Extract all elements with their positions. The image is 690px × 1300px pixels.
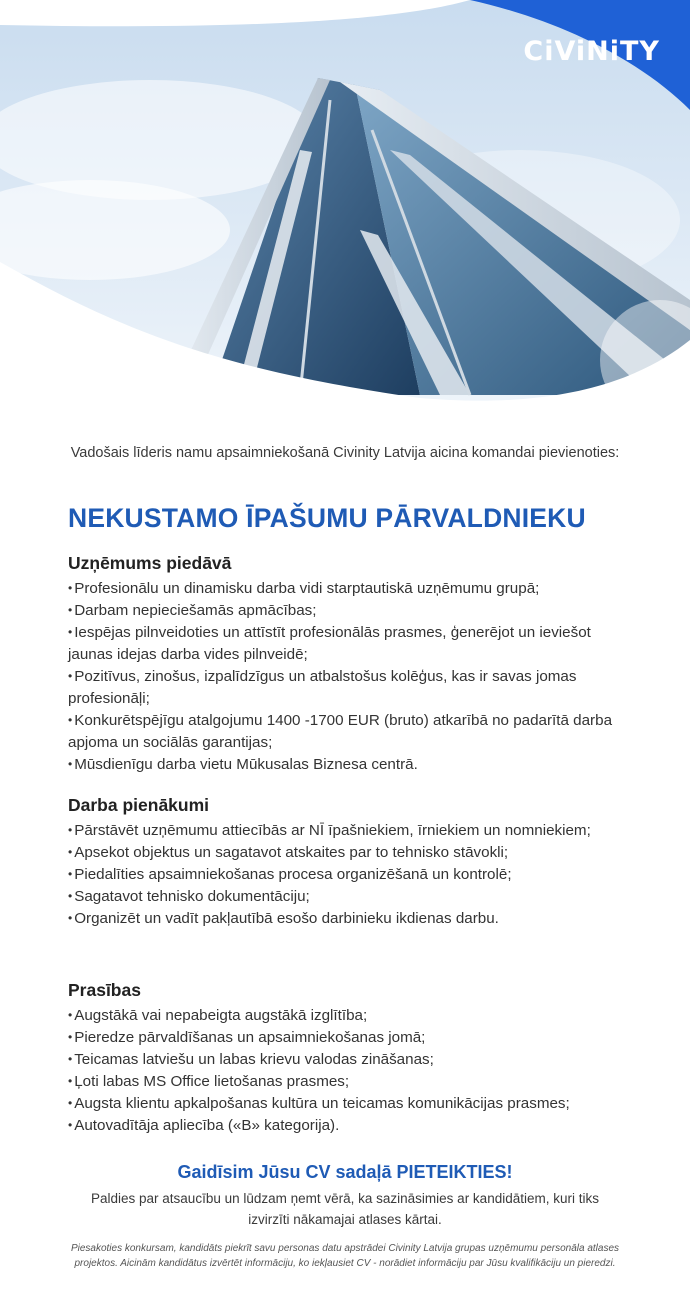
- list-item: • Apsekot objektus un sagatavot atskaites par to tehnisko stāvokli;: [68, 842, 628, 864]
- list-item: • Pārstāvēt uzņēmumu attiecībās ar NĪ īpašniekiem, īrniekiem un nomniekiem;: [68, 820, 628, 842]
- list-item: • Piedalīties apsaimniekošanas procesa organizēšanā un kontrolē;: [68, 864, 628, 886]
- list-item: • Ļoti labas MS Office lietošanas prasmes;: [68, 1071, 628, 1093]
- intro-text: Vadošais līderis namu apsaimniekošanā Civinity Latvija aicina komandai pievienoties:: [70, 445, 620, 461]
- list-item: • Teicamas latviešu un labas krievu valodas zināšanas;: [68, 1049, 628, 1071]
- duties-list: [68, 820, 628, 930]
- requirements-list: [68, 1005, 628, 1137]
- offer-list: [68, 578, 628, 776]
- requirements-section: [68, 980, 628, 1137]
- thanks-note: Paldies par atsaucību un lūdzam ņemt vērā, ka sazināsimies ar kandidātiem, kuri tiks izvirzīti nākamajai atlases kārtai.: [91, 1191, 599, 1227]
- list-item: • Konkurētspējīgu atalgojumu 1400 -1700 EUR (bruto) atkarībā no padarītā darba apjoma un sociālās garantijas;: [68, 710, 628, 754]
- list-item: • Darbam nepieciešamās apmācības;: [68, 600, 628, 622]
- list-item: • Autovadītāja apliecība («B» kategorija).: [68, 1115, 628, 1137]
- list-item: • Iespējas pilnveidoties un attīstīt profesionālās prasmes, ģenerējot un ieviešot jaunas idejas darba vides pilnveidē;: [68, 622, 628, 666]
- civinity-logo: CiViNiTY: [523, 36, 660, 67]
- list-item: • Mūsdienīgu darba vietu Mūkusalas Biznesa centrā.: [68, 754, 628, 776]
- duties-heading: Darba pienākumi: [68, 795, 210, 815]
- privacy-disclaimer: Piesakoties konkursam, kandidāts piekrīt savu personas datu apstrādei Civinity Latvija grupas uzņēmumu personāla atlases projektos. Aicinām kandidātus izvērtēt informāciju, ko iekļausiet CV - norādiet informāciju par Jūsu kvalifikāciju un pieredzi.: [70, 1243, 620, 1269]
- requirements-heading: Prasības: [68, 980, 141, 1000]
- list-item: • Augstākā vai nepabeigta augstākā izglītība;: [68, 1005, 628, 1027]
- job-title: NEKUSTAMO ĪPAŠUMU PĀRVALDNIEKU: [68, 503, 586, 533]
- offer-section: [68, 553, 628, 776]
- offer-heading: Uzņēmums piedāvā: [68, 553, 232, 573]
- duties-section: [68, 795, 628, 930]
- list-item: • Profesionālu un dinamisku darba vidi starptautiskā uzņēmumu grupā;: [68, 578, 628, 600]
- list-item: • Sagatavot tehnisko dokumentāciju;: [68, 886, 628, 908]
- list-item: • Pieredze pārvaldīšanas un apsaimniekošanas jomā;: [68, 1027, 628, 1049]
- list-item: • Pozitīvus, zinošus, izpalīdzīgus un atbalstošus kolēģus, kas ir savas jomas profesionāļi;: [68, 666, 628, 710]
- list-item: • Organizēt un vadīt pakļautībā esošo darbinieku ikdienas darbu.: [68, 908, 628, 930]
- apply-call-to-action: Gaidīsim Jūsu CV sadaļā PIETEIKTIES!: [177, 1162, 513, 1182]
- list-item: • Augsta klientu apkalpošanas kultūra un teicamas komunikācijas prasmes;: [68, 1093, 628, 1115]
- header-image: [0, 0, 690, 405]
